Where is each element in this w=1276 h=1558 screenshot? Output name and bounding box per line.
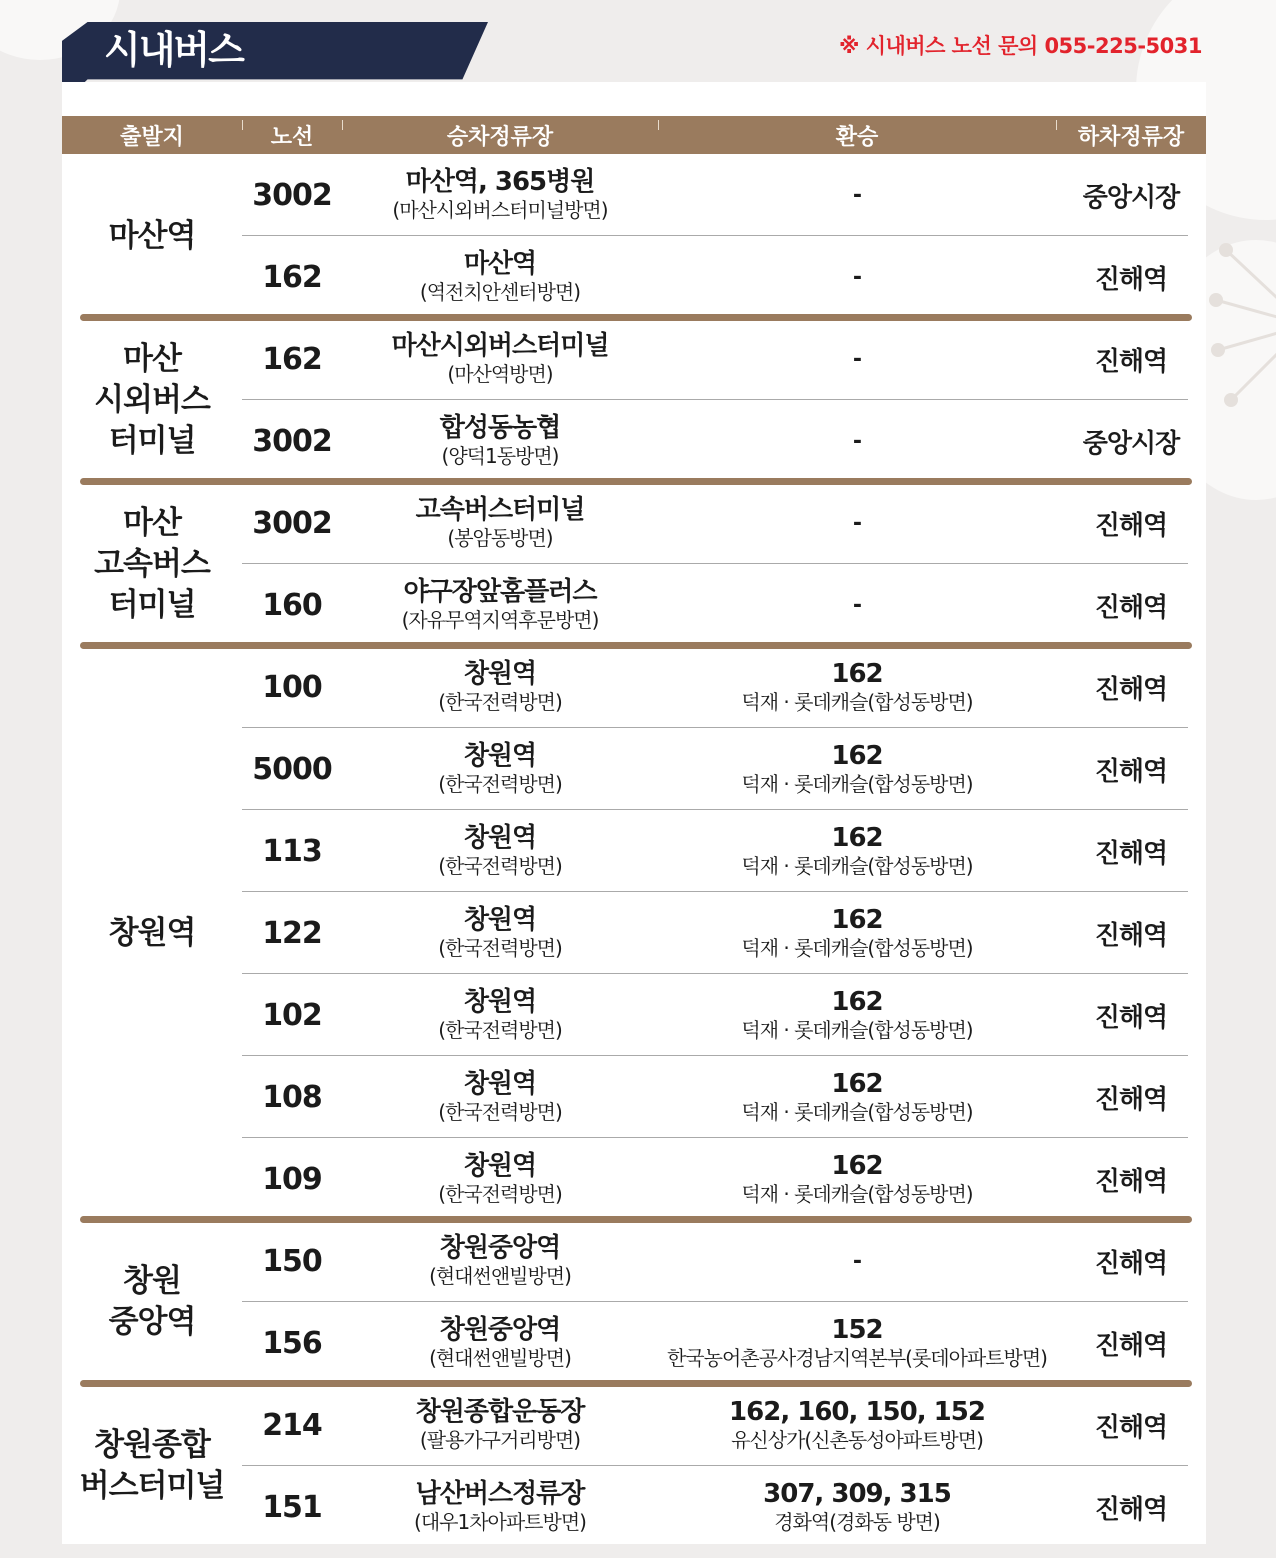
boarding-stop-cell — [342, 154, 658, 236]
transfer-routes: - — [852, 592, 862, 618]
transfer-cell — [658, 810, 1056, 892]
column-header-transfer: 환승 — [658, 116, 1056, 154]
transfer-routes: 162 — [831, 741, 883, 771]
flower-decoration-icon — [1196, 210, 1276, 440]
table-row — [242, 974, 1206, 1056]
origin-group — [62, 1220, 1206, 1384]
transfer-cell — [658, 1220, 1056, 1302]
boarding-stop: 마산역, 365병원 — [405, 167, 595, 197]
table-row — [242, 482, 1206, 564]
table-row — [242, 1466, 1206, 1548]
transfer-routes: 152 — [831, 1315, 883, 1345]
transfer-routes: - — [852, 428, 862, 454]
table-row — [242, 1220, 1206, 1302]
column-header-origin: 출발지 — [120, 124, 184, 150]
route-number: 162 — [262, 259, 322, 295]
boarding-stop-direction: (한국전력방면) — [438, 1100, 562, 1124]
alighting-stop: 진해역 — [1094, 920, 1168, 951]
table-header — [62, 116, 1206, 154]
boarding-stop: 야구장앞홈플러스 — [403, 577, 597, 607]
route-number: 108 — [262, 1079, 322, 1115]
alighting-stop: 진해역 — [1094, 674, 1168, 705]
table-row — [242, 1302, 1206, 1384]
alighting-stop: 진해역 — [1094, 1084, 1168, 1115]
alighting-stop: 진해역 — [1094, 1166, 1168, 1197]
origin-group — [62, 482, 1206, 646]
route-number: 3002 — [252, 423, 332, 459]
boarding-stop-direction: (한국전력방면) — [438, 1018, 562, 1042]
boarding-stop: 마산시외버스터미널 — [391, 331, 609, 361]
column-header-alighting-stop: 하차정류장 — [1056, 116, 1206, 154]
page-title: 시내버스 — [104, 28, 243, 72]
transfer-cell — [658, 1302, 1056, 1384]
route-number: 102 — [262, 997, 322, 1033]
transfer-cell — [658, 728, 1056, 810]
transfer-stop: 덕재 · 롯데캐슬(합성동방면) — [741, 854, 973, 878]
transfer-routes: 162 — [831, 1151, 883, 1181]
transfer-stop: 덕재 · 롯데캐슬(합성동방면) — [741, 1100, 973, 1124]
boarding-stop-direction: (현대썬앤빌방면) — [429, 1346, 571, 1370]
transfer-cell — [658, 974, 1056, 1056]
alighting-stop: 진해역 — [1094, 1412, 1168, 1443]
boarding-stop-direction: (한국전력방면) — [438, 690, 562, 714]
transfer-stop: 덕재 · 롯데캐슬(합성동방면) — [741, 1182, 973, 1206]
route-number: 5000 — [252, 751, 332, 787]
alighting-stop: 진해역 — [1094, 1248, 1168, 1279]
transfer-cell — [658, 318, 1056, 400]
transfer-routes: 162 — [831, 987, 883, 1017]
boarding-stop: 남산버스정류장 — [415, 1479, 585, 1509]
boarding-stop-cell — [342, 564, 658, 646]
origin-label: 창원종합 버스터미널 — [79, 1427, 225, 1504]
column-header-boarding-stop: 승차정류장 — [342, 116, 658, 154]
boarding-stop-cell — [342, 1302, 658, 1384]
origin-label: 마산역 — [108, 217, 196, 254]
boarding-stop-direction: (한국전력방면) — [438, 772, 562, 796]
boarding-stop: 합성동농협 — [439, 413, 561, 443]
transfer-stop: 덕재 · 롯데캐슬(합성동방면) — [741, 690, 973, 714]
alighting-stop: 진해역 — [1094, 510, 1168, 541]
boarding-stop-cell — [342, 646, 658, 728]
origin-label: 마산 시외버스 터미널 — [94, 340, 210, 459]
boarding-stop: 창원중앙역 — [439, 1315, 561, 1345]
table-row — [242, 892, 1206, 974]
transfer-cell — [658, 564, 1056, 646]
boarding-stop-direction: (한국전력방면) — [438, 1182, 562, 1206]
route-number: 162 — [262, 341, 322, 377]
transfer-cell — [658, 1138, 1056, 1220]
alighting-stop: 진해역 — [1094, 1330, 1168, 1361]
boarding-stop: 창원역 — [463, 659, 537, 689]
boarding-stop-cell — [342, 400, 658, 482]
boarding-stop-direction: (봉암동방면) — [447, 526, 553, 550]
transfer-stop: 경화역(경화동 방면) — [774, 1510, 940, 1534]
boarding-stop-cell — [342, 318, 658, 400]
route-number: 122 — [262, 915, 322, 951]
transfer-cell — [658, 1466, 1056, 1548]
transfer-cell — [658, 646, 1056, 728]
transfer-cell — [658, 892, 1056, 974]
alighting-stop: 진해역 — [1094, 838, 1168, 869]
table-row — [242, 1056, 1206, 1138]
boarding-stop-cell — [342, 236, 658, 318]
boarding-stop-direction: (마산역방면) — [447, 362, 553, 386]
table-row — [242, 646, 1206, 728]
origin-label: 창원 중앙역 — [108, 1263, 196, 1340]
boarding-stop: 고속버스터미널 — [415, 495, 585, 525]
transfer-routes: - — [852, 346, 862, 372]
boarding-stop-direction: (역전치안센터방면) — [419, 280, 581, 304]
boarding-stop-direction: (양덕1동방면) — [441, 444, 559, 468]
route-number: 150 — [262, 1243, 322, 1279]
boarding-stop-cell — [342, 1056, 658, 1138]
transfer-routes: - — [852, 1248, 862, 1274]
column-header-route: 노선 — [242, 116, 342, 154]
route-number: 109 — [262, 1161, 322, 1197]
origin-group — [62, 154, 1206, 318]
boarding-stop: 창원역 — [463, 823, 537, 853]
transfer-routes: 307, 309, 315 — [763, 1479, 951, 1509]
table-row — [242, 810, 1206, 892]
alighting-stop: 중앙시장 — [1082, 182, 1180, 213]
transfer-routes: 162, 160, 150, 152 — [729, 1397, 985, 1427]
transfer-cell — [658, 482, 1056, 564]
alighting-stop: 진해역 — [1094, 756, 1168, 787]
table-row — [242, 564, 1206, 646]
boarding-stop: 마산역 — [463, 249, 537, 279]
transfer-cell — [658, 236, 1056, 318]
route-number: 3002 — [252, 177, 332, 213]
table-row — [242, 236, 1206, 318]
boarding-stop: 창원역 — [463, 905, 537, 935]
boarding-stop: 창원중앙역 — [439, 1233, 561, 1263]
route-number: 156 — [262, 1325, 322, 1361]
route-number: 160 — [262, 587, 322, 623]
boarding-stop-cell — [342, 1466, 658, 1548]
boarding-stop: 창원역 — [463, 987, 537, 1017]
table-row — [242, 1138, 1206, 1220]
transfer-cell — [658, 1384, 1056, 1466]
origin-label: 마산 고속버스 터미널 — [94, 504, 210, 623]
route-number: 151 — [262, 1489, 322, 1525]
origin-label: 창원역 — [108, 914, 196, 951]
boarding-stop-direction: (대우1차아파트방면) — [414, 1510, 586, 1534]
table-row — [242, 154, 1206, 236]
boarding-stop-cell — [342, 1220, 658, 1302]
transfer-cell — [658, 1056, 1056, 1138]
transfer-stop: 덕재 · 롯데캐슬(합성동방면) — [741, 1018, 973, 1042]
transfer-stop: 한국농어촌공사경남지역본부(롯데아파트방면) — [666, 1346, 1047, 1370]
table-row — [242, 318, 1206, 400]
boarding-stop-direction: (현대썬앤빌방면) — [429, 1264, 571, 1288]
boarding-stop: 창원역 — [463, 1151, 537, 1181]
route-number: 100 — [262, 669, 322, 705]
boarding-stop-direction: (자유무역지역후문방면) — [401, 608, 599, 632]
transfer-routes: - — [852, 510, 862, 536]
route-inquiry-notice: ※ 시내버스 노선 문의 055-225-5031 — [839, 34, 1202, 58]
boarding-stop-cell — [342, 1384, 658, 1466]
boarding-stop: 창원역 — [463, 1069, 537, 1099]
alighting-stop: 중앙시장 — [1082, 428, 1180, 459]
boarding-stop-direction: (팔용가구거리방면) — [419, 1428, 581, 1452]
boarding-stop-direction: (한국전력방면) — [438, 854, 562, 878]
table-row — [242, 1384, 1206, 1466]
alighting-stop: 진해역 — [1094, 346, 1168, 377]
alighting-stop: 진해역 — [1094, 264, 1168, 295]
transfer-cell — [658, 400, 1056, 482]
boarding-stop-direction: (한국전력방면) — [438, 936, 562, 960]
boarding-stop-cell — [342, 728, 658, 810]
transfer-stop: 덕재 · 롯데캐슬(합성동방면) — [741, 772, 973, 796]
transfer-routes: 162 — [831, 823, 883, 853]
boarding-stop-cell — [342, 892, 658, 974]
table-row — [242, 728, 1206, 810]
transfer-routes: - — [852, 264, 862, 290]
transfer-cell — [658, 154, 1056, 236]
transfer-routes: - — [852, 182, 862, 208]
boarding-stop: 창원역 — [463, 741, 537, 771]
boarding-stop-cell — [342, 810, 658, 892]
transfer-routes: 162 — [831, 659, 883, 689]
boarding-stop-cell — [342, 974, 658, 1056]
transfer-stop: 덕재 · 롯데캐슬(합성동방면) — [741, 936, 973, 960]
route-number: 3002 — [252, 505, 332, 541]
origin-group — [62, 646, 1206, 1220]
boarding-stop-cell — [342, 1138, 658, 1220]
table-row — [242, 400, 1206, 482]
alighting-stop: 진해역 — [1094, 1494, 1168, 1525]
boarding-stop-direction: (마산시외버스터미널방면) — [392, 198, 608, 222]
transfer-routes: 162 — [831, 1069, 883, 1099]
transfer-routes: 162 — [831, 905, 883, 935]
origin-group — [62, 1384, 1206, 1548]
route-number: 113 — [262, 833, 322, 869]
boarding-stop-cell — [342, 482, 658, 564]
alighting-stop: 진해역 — [1094, 1002, 1168, 1033]
transfer-stop: 유신상가(신촌동성아파트방면) — [731, 1428, 983, 1452]
boarding-stop: 창원종합운동장 — [415, 1397, 585, 1427]
alighting-stop: 진해역 — [1094, 592, 1168, 623]
origin-group — [62, 318, 1206, 482]
route-number: 214 — [262, 1407, 322, 1443]
